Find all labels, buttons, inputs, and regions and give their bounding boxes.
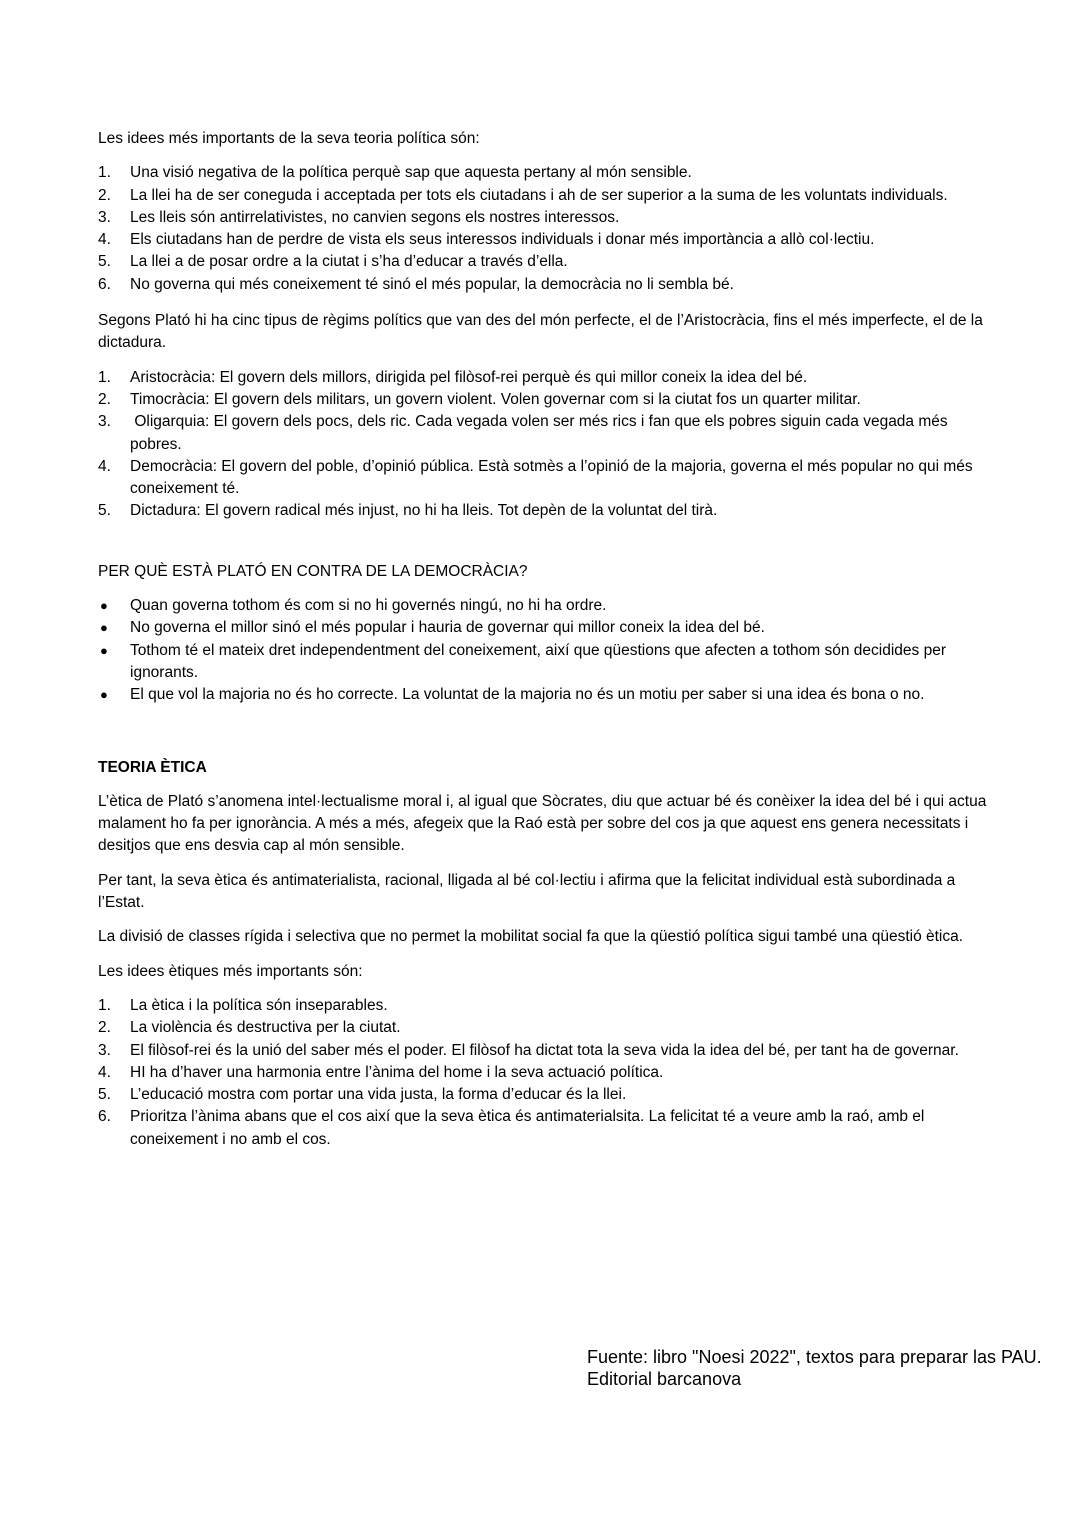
list-item: 1. Una visió negativa de la política perquè sap que aquesta pertany al món sensible. <box>98 164 692 182</box>
list-item: 2. La violència és destructiva per la ciutat. <box>98 1019 401 1037</box>
list-item: 6. No governa qui més coneixement té sinó el més popular, la democràcia no li sembla bé. <box>98 275 734 293</box>
politics-intro: Les idees més importants de la seva teoria política són: <box>98 130 480 147</box>
ethics-ideas-intro: Les idees ètiques més importants són: <box>98 962 363 980</box>
bullet-icon: ● <box>100 642 108 658</box>
list-item: 2. Timocràcia: El govern dels militars, un govern violent. Volen governar com si la ciutat fos un quarter militar. <box>98 390 861 408</box>
ethics-paragraph: La divisió de classes rígida i selectiva que no permet la mobilitat social fa que la qüestió política sigui també una qüestió ètica. <box>98 928 964 946</box>
regimes-intro: Segons Plató hi ha cinc tipus de règims polítics que van des del món perfecte, el de l’Aristocràcia, fins el més imperfecte, el de la dictadura. <box>98 312 983 352</box>
list-item: 1. La ètica i la política són inseparables. <box>98 996 388 1014</box>
list-item: 4. HI ha d’haver una harmonia entre l’ànima del home i la seva actuació política. <box>98 1063 664 1081</box>
ethics-heading: TEORIA ÈTICA <box>98 758 207 776</box>
list-item: 4. Els ciutadans han de perdre de vista els seus interessos individuals i donar més importància a allò col·lectiu. <box>98 231 875 249</box>
politics-ideas-list <box>98 162 998 296</box>
bullet-icon: ● <box>100 598 108 614</box>
list-item: ● Quan governa tothom és com si no hi governés ningú, no hi ha ordre. <box>98 595 998 617</box>
list-item: 5. Dictadura: El govern radical més injust, no hi ha lleis. Tot depèn de la voluntat del tirà. <box>98 502 718 520</box>
ethics-ideas-list <box>98 995 998 1151</box>
bullet-icon: ● <box>100 620 108 636</box>
list-item: ● No governa el millor sinó el més popular i hauria de governar qui millor coneix la idea del bé. <box>98 617 998 639</box>
list-item: 3. Les lleis són antirrelativistes, no canvien segons els nostres interessos. <box>98 208 620 226</box>
list-item: 3. Oligarquia: El govern dels pocs, dels ric. Cada vegada volen ser més rics i fan que els pobres siguin cada vegada més pobres. <box>98 413 952 453</box>
list-item: ● Tothom té el mateix dret independentment del coneixement, així que qüestions que afecten a tothom són decidides per ignorants. <box>100 641 946 681</box>
list-item: 5. L’educació mostra com portar una vida justa, la forma d’educar és la llei. <box>98 1086 627 1104</box>
list-item: 5. La llei a de posar ordre a la ciutat i s’ha d’educar a través d’ella. <box>98 253 568 271</box>
democracy-heading: PER QUÈ ESTÀ PLATÓ EN CONTRA DE LA DEMOCRÀCIA? <box>98 562 528 580</box>
list-item: 1. Aristocràcia: El govern dels millors, dirigida pel filòsof-rei perquè és qui millor coneix la idea del bé. <box>98 368 808 386</box>
ethics-paragraph: L’ètica de Plató s’anomena intel·lectualisme moral i, al igual que Sòcrates, diu que actuar bé és conèixer la idea del bé i qui actua malament ho fa per ignorància. A més a més, afegeix que la Raó està per sobre del cos ja que aquest ens genera necessitats i desitjos que ens desvia cap al món sensible. <box>98 792 987 855</box>
bullet-icon: ● <box>100 687 108 703</box>
ethics-paragraph: Per tant, la seva ètica és antimaterialista, racional, lligada al bé col·lectiu i afirma que la felicitat individual està subordinada a l’Estat. <box>98 871 956 912</box>
list-item: 4. Democràcia: El govern del poble, d’opinió pública. Està sotmès a l’opinió de la majoria, governa el més popular no qui més coneixement té. <box>98 457 973 498</box>
document-page <box>98 128 998 1151</box>
source-citation: Fuente: libro "Noesi 2022", textos para preparar las PAU. Editorial barcanova <box>587 1347 1042 1389</box>
list-item: 6. Prioritza l’ànima abans que el cos així que la seva ètica és antimaterialsita. La felicitat té a veure amb la raó, amb el coneixement i no amb el cos. <box>98 1108 925 1148</box>
democracy-points-list <box>98 595 998 706</box>
regimes-list <box>98 367 998 523</box>
list-item: 3. El filòsof-rei és la unió del saber més el poder. El filòsof ha dictat tota la seva vida la idea del bé, per tant ha de governar. <box>98 1041 959 1059</box>
list-item: 2. La llei ha de ser coneguda i acceptada per tots els ciutadans i ah de ser superior a la suma de les voluntats individuals. <box>98 186 948 204</box>
list-item: ● El que vol la majoria no és ho correcte. La voluntat de la majoria no és un motiu per saber si una idea és bona o no. <box>98 684 998 706</box>
